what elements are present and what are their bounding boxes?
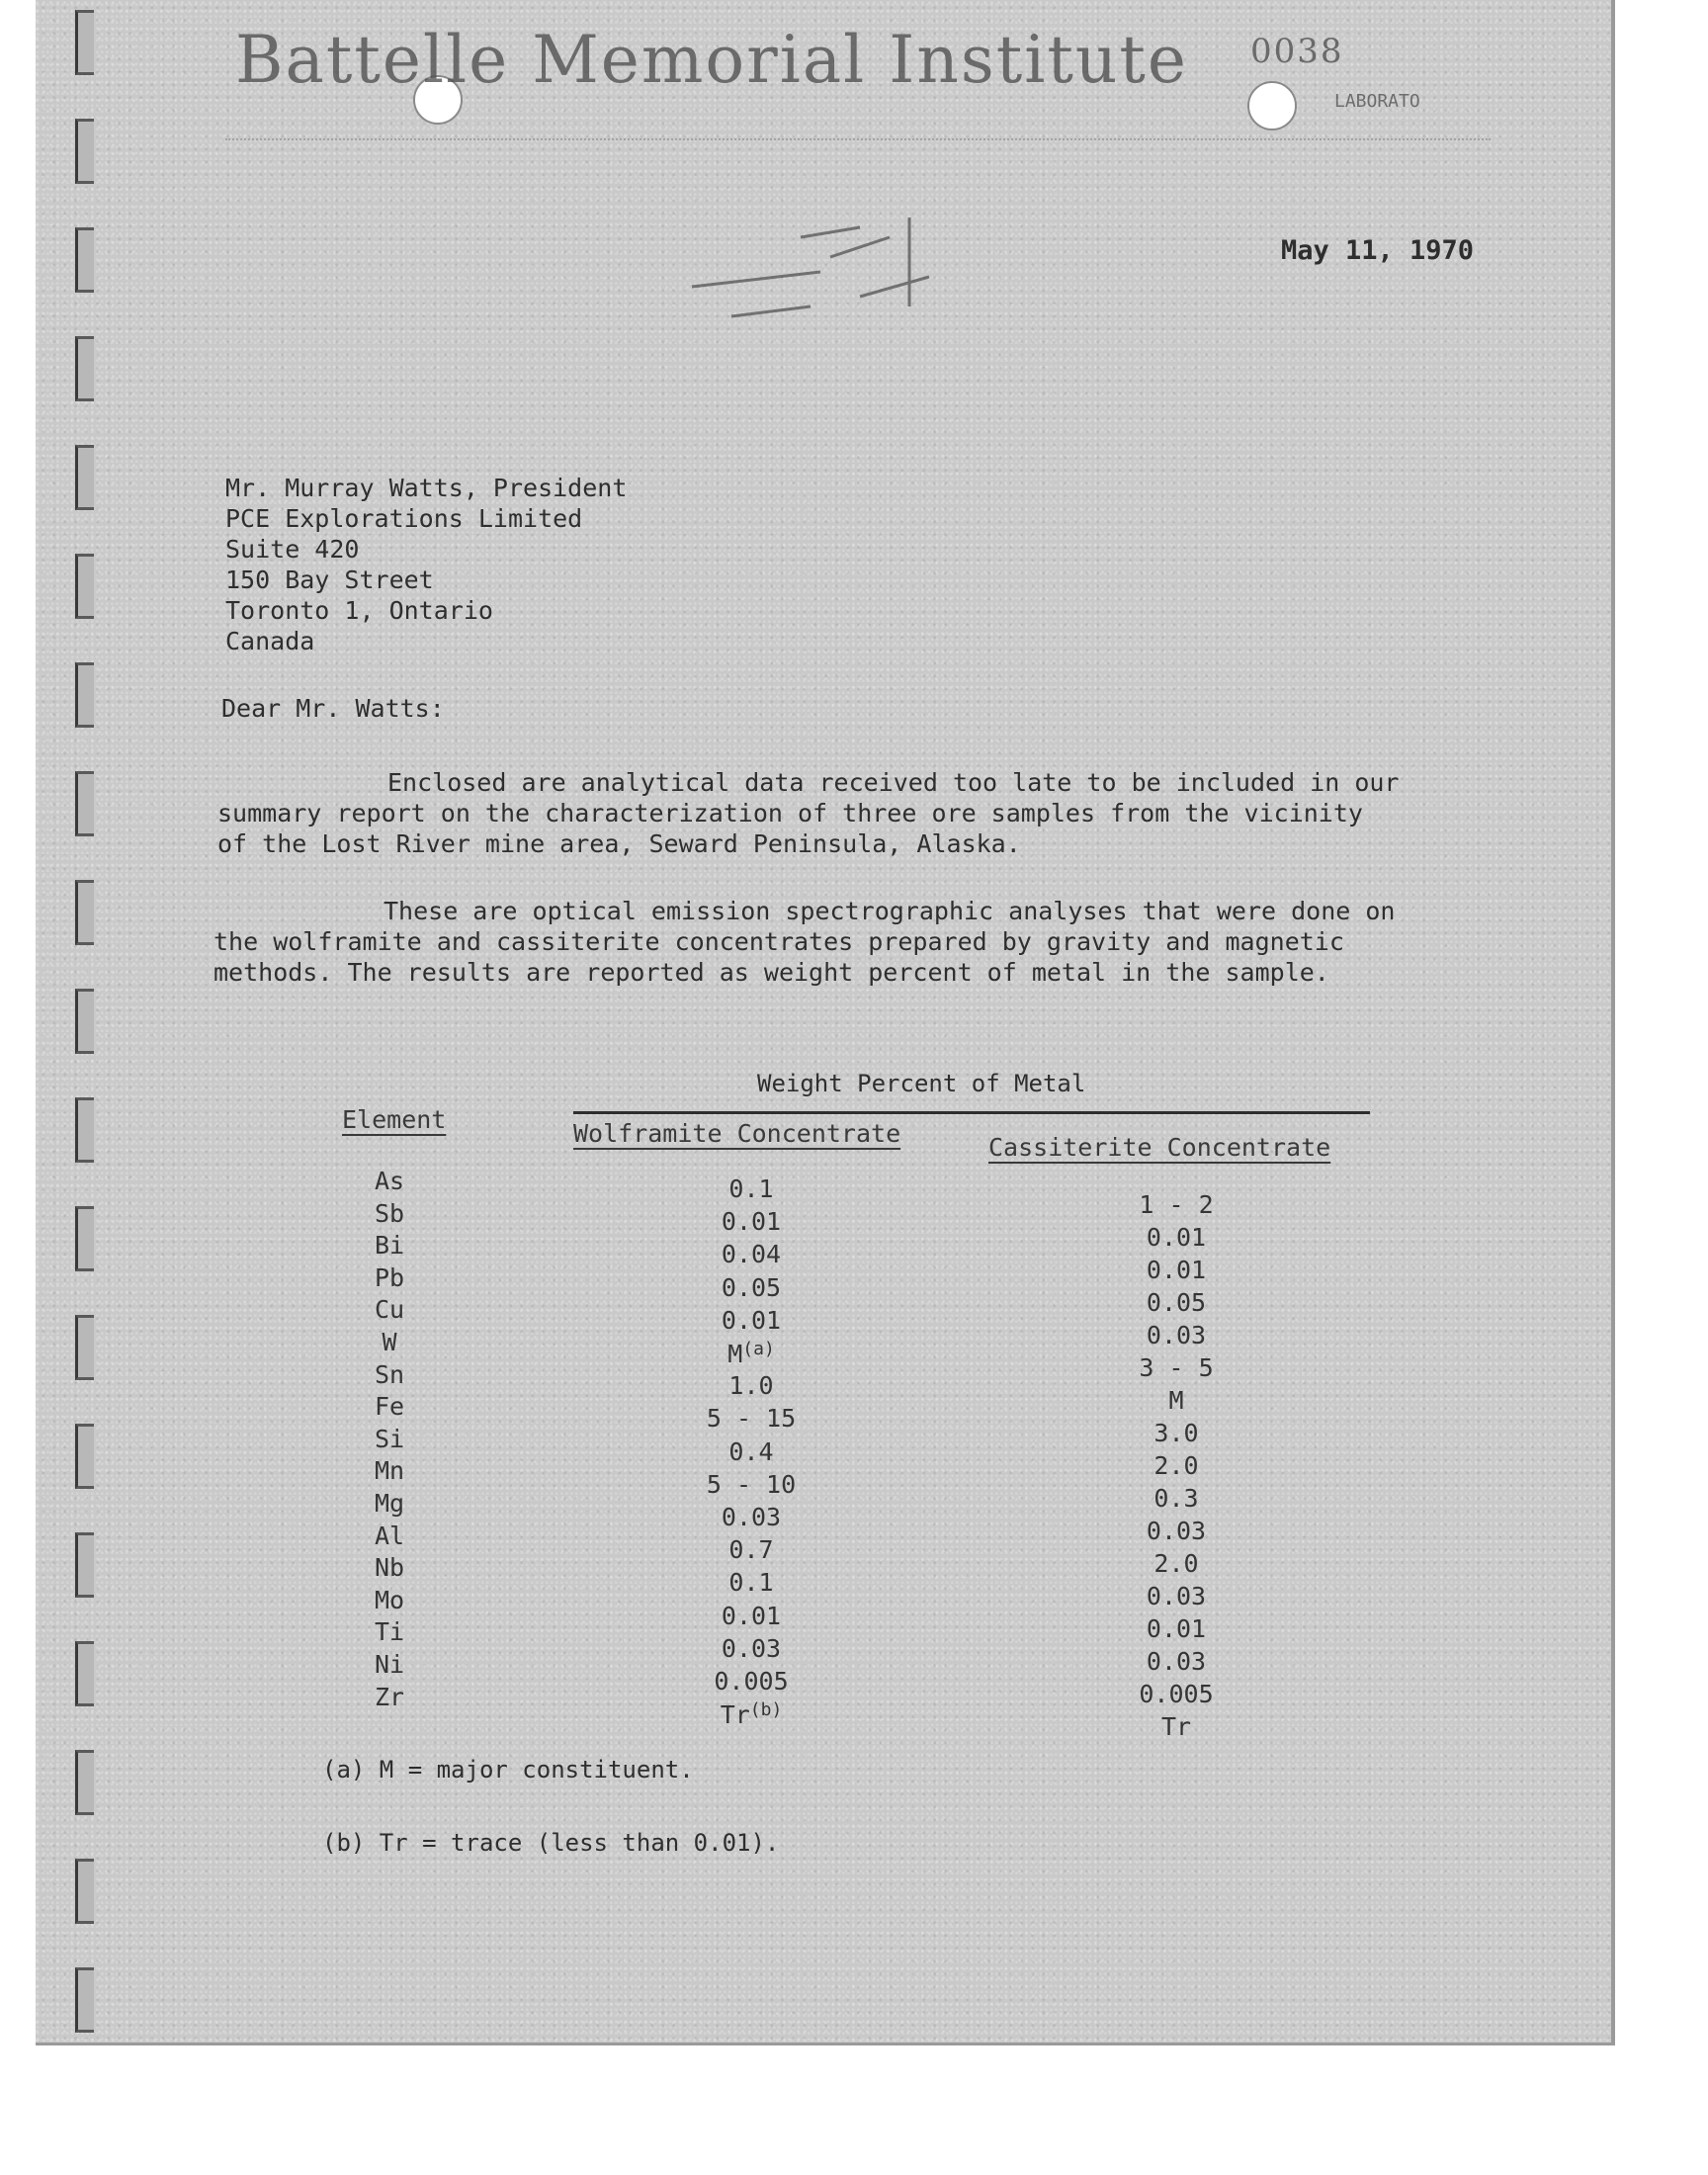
table-cell-cassiterite: 3 - 5 xyxy=(1139,1353,1214,1382)
table-cell-cassiterite: 0.03 xyxy=(1146,1321,1207,1349)
wolframite-value: 0.03 xyxy=(721,1633,782,1663)
binding-mark xyxy=(75,1206,94,1271)
wolframite-value: 0.03 xyxy=(721,1503,782,1531)
table-cell-element: Bi xyxy=(374,1231,405,1261)
table-cell-wolframite xyxy=(642,1207,860,1236)
table-cell-element: Mg xyxy=(374,1489,405,1518)
binding-mark xyxy=(75,1641,94,1706)
table-cell-cassiterite: 0.03 xyxy=(1146,1647,1207,1676)
table-cell-wolframite xyxy=(642,1437,860,1466)
binding-mark xyxy=(75,1859,94,1924)
wolframite-value: Tr xyxy=(720,1700,750,1730)
table-cell-wolframite xyxy=(642,1470,860,1499)
table-cell-cassiterite: 0.03 xyxy=(1146,1582,1207,1610)
table-cell-cassiterite: 0.3 xyxy=(1153,1484,1199,1513)
recipient-line: Canada xyxy=(225,627,315,655)
table-cell-cassiterite: M xyxy=(1168,1386,1184,1415)
footnote-marker: (b) xyxy=(749,1699,783,1721)
binding-mark xyxy=(75,1532,94,1598)
paragraph-line: These are optical emission spectrographic analyses that were done on xyxy=(384,897,1396,925)
wolframite-value: M xyxy=(727,1340,743,1368)
binding-mark xyxy=(75,880,94,945)
table-cell-wolframite xyxy=(642,1273,860,1302)
paragraph-line: summary report on the characterization of three ore samples from the vicinity xyxy=(217,799,1363,827)
wolframite-value: 0.04 xyxy=(721,1240,782,1269)
recipient-line: 150 Bay Street xyxy=(225,566,434,594)
footnote-a: (a) M = major constituent. xyxy=(322,1756,694,1784)
table-cell-element: Mn xyxy=(374,1456,405,1486)
binding-mark xyxy=(75,1967,94,2033)
footnote-marker: (a) xyxy=(742,1339,775,1359)
binding-mark xyxy=(75,445,94,510)
table-cell-cassiterite: 2.0 xyxy=(1153,1451,1199,1480)
table-cell-wolframite xyxy=(642,1535,860,1564)
footnote-b: (b) Tr = trace (less than 0.01). xyxy=(322,1829,780,1857)
binding-mark xyxy=(75,1424,94,1489)
table-cell-wolframite xyxy=(642,1339,860,1368)
wolframite-value: 0.005 xyxy=(714,1667,789,1696)
table-cell-wolframite xyxy=(642,1634,860,1663)
wolframite-value: 5 - 15 xyxy=(706,1404,797,1434)
wolframite-value: 0.1 xyxy=(728,1174,774,1203)
table-cell-cassiterite: 0.03 xyxy=(1146,1517,1207,1545)
binding-mark xyxy=(75,1315,94,1380)
table-cell-element: As xyxy=(374,1167,405,1195)
paragraph-2 xyxy=(214,896,1396,988)
letter-date: May 11, 1970 xyxy=(1281,235,1475,266)
binding-mark xyxy=(75,989,94,1054)
table-cell-wolframite xyxy=(642,1240,860,1268)
column-header-element: Element xyxy=(342,1105,447,1134)
table-cell-cassiterite: 0.005 xyxy=(1139,1680,1214,1708)
table-cell-wolframite xyxy=(642,1503,860,1531)
column-header-cassiterite: Cassiterite Concentrate xyxy=(988,1133,1331,1162)
table-cell-element: Sb xyxy=(374,1198,405,1228)
table-cell-element: Pb xyxy=(374,1262,405,1292)
binding-mark xyxy=(75,336,94,401)
letterhead-org: Battelle Memorial Institute xyxy=(235,22,1188,98)
table-cell-element: Cu xyxy=(374,1295,405,1325)
table-cell-cassiterite: 1 - 2 xyxy=(1139,1190,1214,1219)
paragraph-1 xyxy=(217,767,1400,859)
table-cell-wolframite xyxy=(642,1667,860,1696)
table-cell-element: Ti xyxy=(374,1617,405,1647)
table-cell-element: Al xyxy=(374,1521,405,1550)
table-cell-element: Ni xyxy=(374,1650,405,1679)
wolframite-value: 0.4 xyxy=(728,1436,774,1466)
wolframite-value: 0.01 xyxy=(721,1207,782,1237)
recipient-line: Toronto 1, Ontario xyxy=(225,596,493,625)
table-cell-wolframite xyxy=(642,1699,860,1729)
letterhead xyxy=(235,22,1343,98)
binding-mark xyxy=(75,119,94,184)
table-cell-cassiterite: 0.01 xyxy=(1146,1614,1207,1643)
table-cell-cassiterite: 0.01 xyxy=(1146,1256,1207,1284)
binding-mark xyxy=(75,662,94,728)
table-cell-element: Mo xyxy=(374,1585,405,1614)
paragraph-line: the wolframite and cassiterite concentrates prepared by gravity and magnetic xyxy=(214,927,1344,956)
letterhead-lab: LABORATO xyxy=(1334,91,1420,112)
recipient-line: Mr. Murray Watts, President xyxy=(225,474,628,502)
wolframite-value: 0.05 xyxy=(721,1272,782,1302)
column-header-wolframite: Wolframite Concentrate xyxy=(573,1119,901,1148)
table-cell-cassiterite: 2.0 xyxy=(1153,1549,1199,1578)
binding-mark xyxy=(75,227,94,293)
wolframite-value: 1.0 xyxy=(728,1371,774,1401)
table-cell-element: W xyxy=(382,1328,397,1356)
table-cell-cassiterite: 0.01 xyxy=(1146,1223,1207,1252)
recipient-address xyxy=(225,473,627,656)
wolframite-value: 0.1 xyxy=(728,1568,774,1598)
salutation: Dear Mr. Watts: xyxy=(221,694,445,723)
table-cell-wolframite xyxy=(642,1371,860,1400)
wolframite-value: 5 - 10 xyxy=(706,1469,797,1499)
table-group-header: Weight Percent of Metal xyxy=(757,1070,1086,1097)
table-cell-element: Sn xyxy=(374,1359,405,1389)
paragraph-line: of the Lost River mine area, Seward Peninsula, Alaska. xyxy=(217,829,1021,858)
table-cell-wolframite xyxy=(642,1174,860,1203)
table-cell-cassiterite: 3.0 xyxy=(1153,1419,1199,1447)
table-cell-cassiterite: 0.05 xyxy=(1146,1288,1207,1317)
binding-mark xyxy=(75,10,94,75)
table-cell-element: Fe xyxy=(374,1392,405,1422)
table-cell-cassiterite: Tr xyxy=(1160,1712,1192,1741)
table-cell-wolframite xyxy=(642,1404,860,1433)
binding-mark xyxy=(75,1750,94,1815)
binding-mark xyxy=(75,1097,94,1163)
handwritten-mark xyxy=(672,198,1008,336)
table-cell-wolframite xyxy=(642,1306,860,1335)
table-cell-element: Zr xyxy=(374,1682,405,1711)
table-cell-element: Nb xyxy=(374,1553,405,1583)
letterhead-address-line xyxy=(225,138,1491,154)
wolframite-value: 0.01 xyxy=(721,1601,782,1630)
recipient-line: Suite 420 xyxy=(225,535,360,564)
binding-mark xyxy=(75,771,94,836)
table-group-rule xyxy=(573,1111,1370,1114)
table-cell-wolframite xyxy=(642,1602,860,1630)
recipient-line: PCE Explorations Limited xyxy=(225,504,583,533)
wolframite-value: 0.01 xyxy=(721,1305,782,1335)
paragraph-line: Enclosed are analytical data received too late to be included in our xyxy=(387,768,1400,797)
table-cell-wolframite xyxy=(642,1568,860,1597)
letterhead-ref: 0038 xyxy=(1249,32,1344,71)
wolframite-value: 0.7 xyxy=(728,1535,774,1565)
table-cell-element: Si xyxy=(374,1424,405,1453)
binding-mark xyxy=(75,554,94,619)
paragraph-line: methods. The results are reported as weight percent of metal in the sample. xyxy=(214,958,1329,987)
